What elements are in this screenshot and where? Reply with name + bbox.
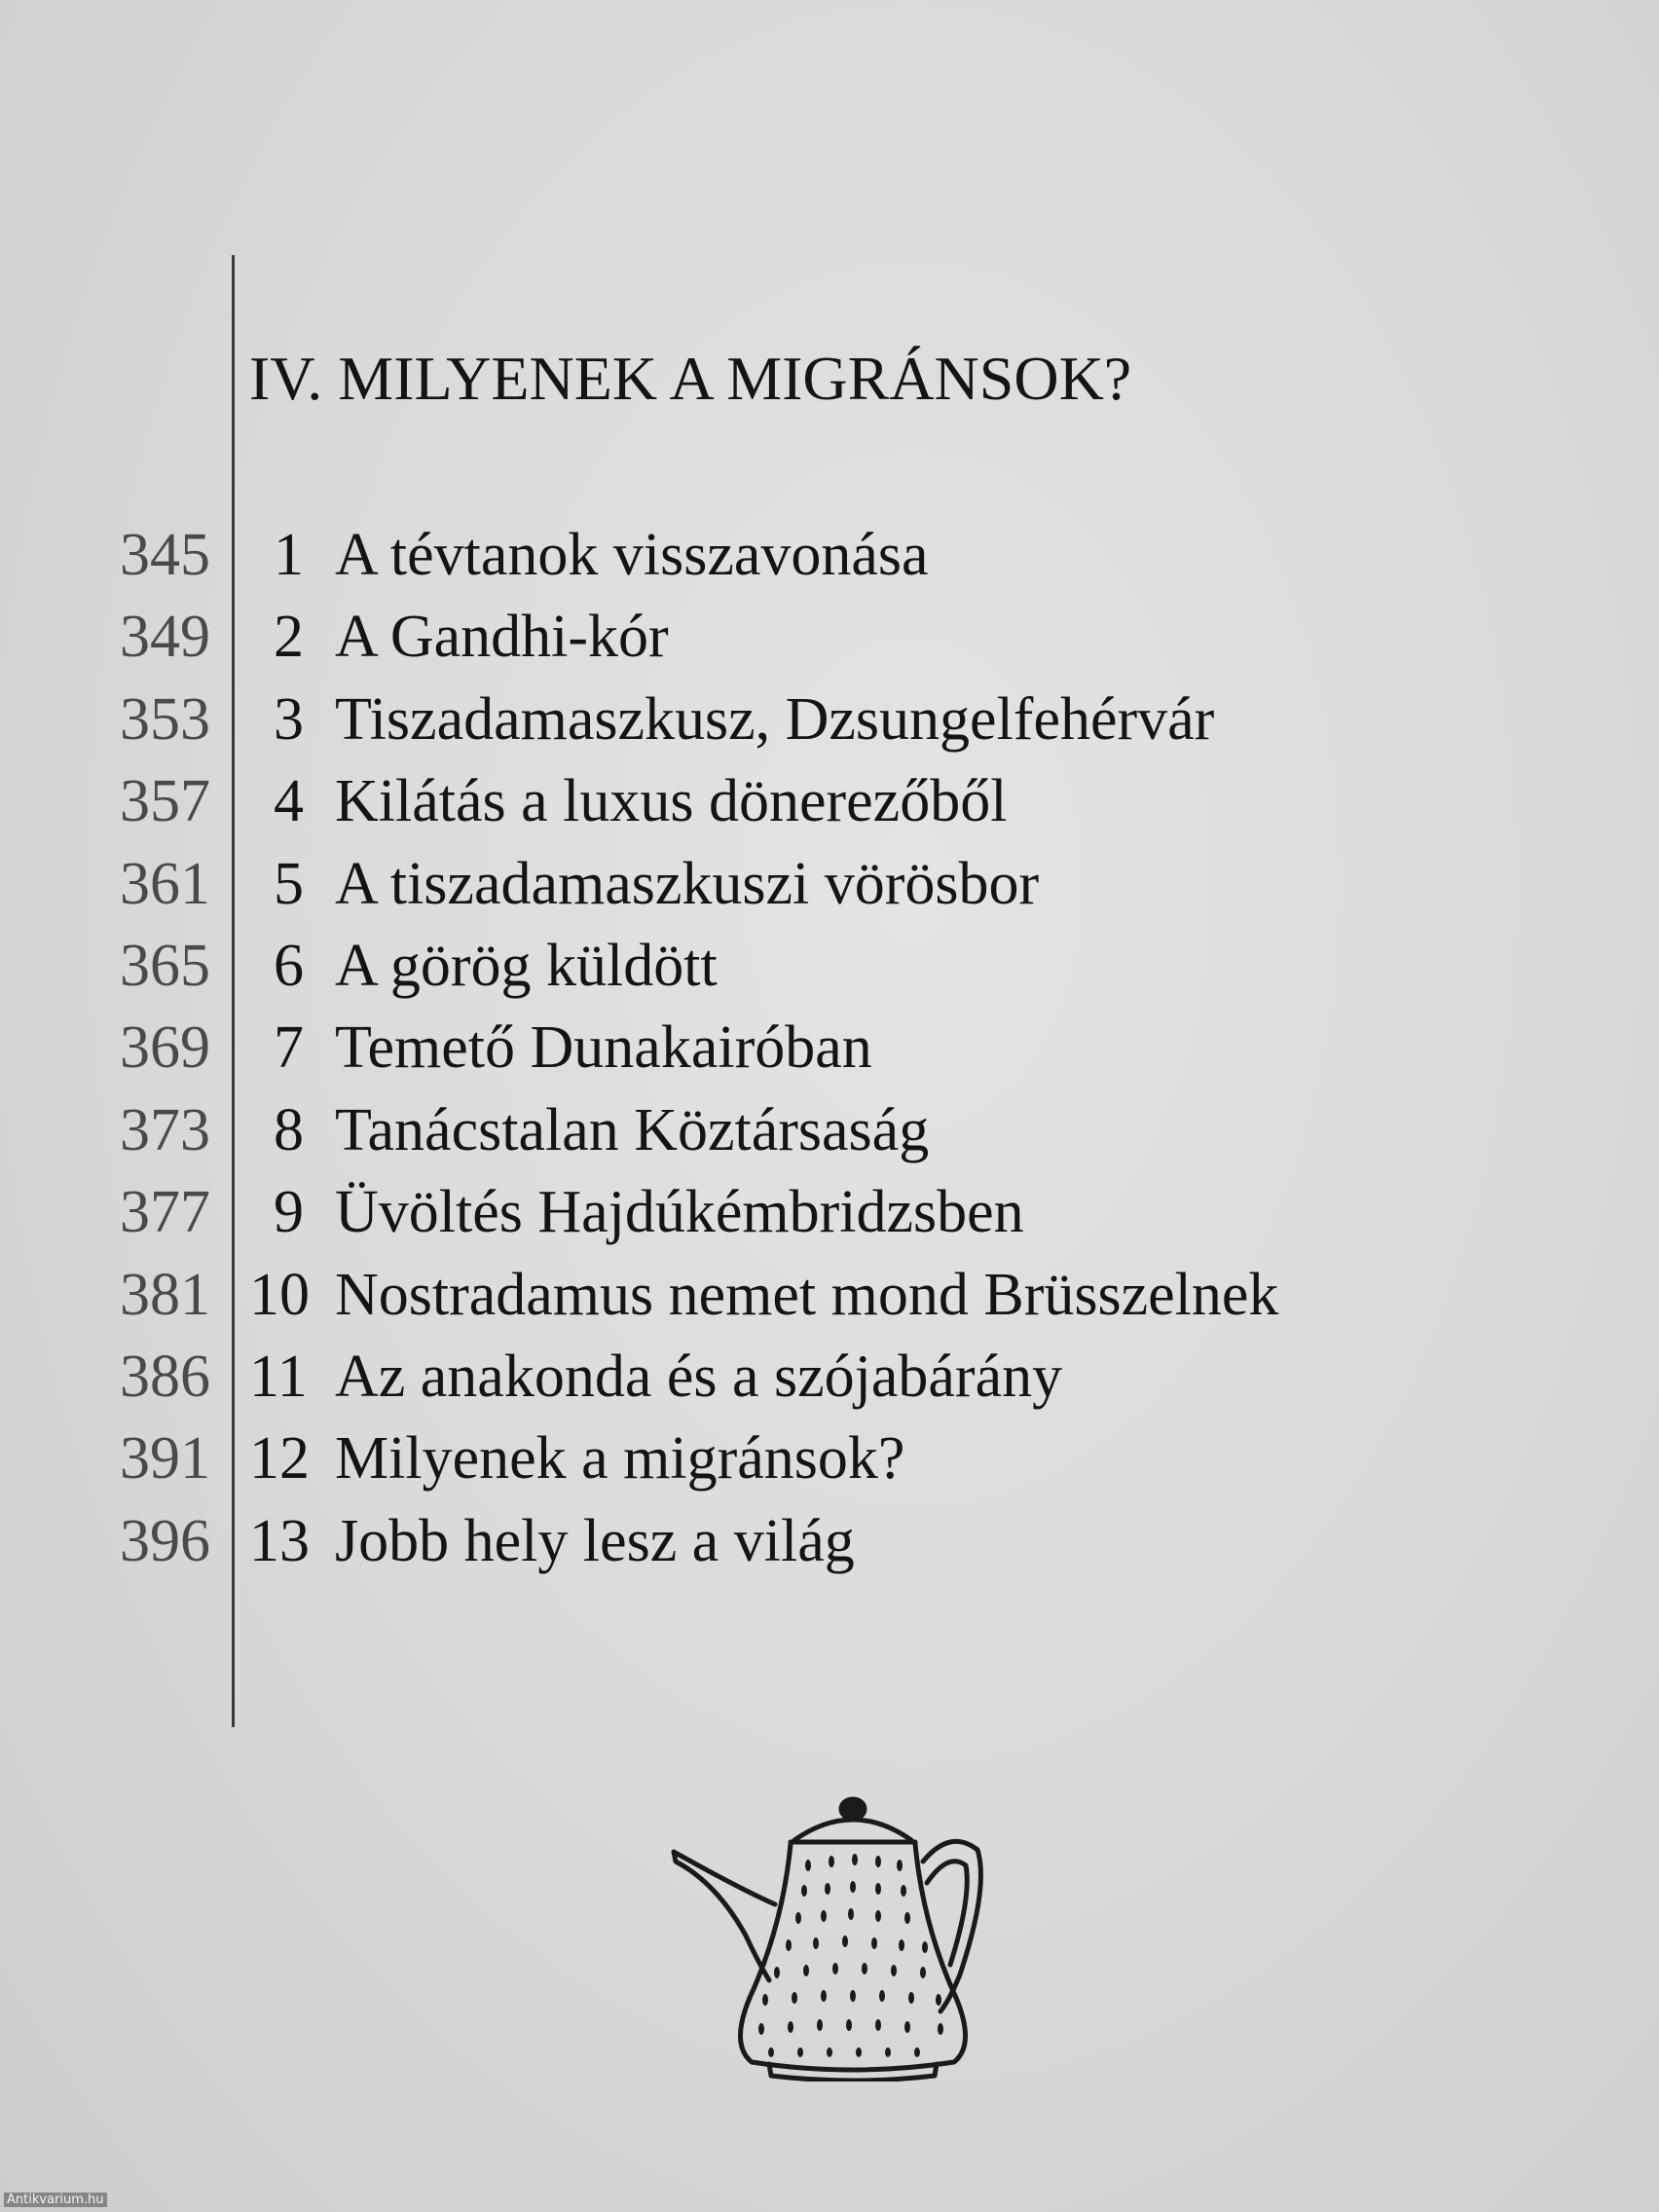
- toc-chapter-title: A tiszadamaszkuszi vörösbor: [335, 850, 1040, 917]
- toc-chapter-title: Tanácstalan Köztársaság: [335, 1096, 930, 1163]
- toc-chapter-title: Tiszadamaszkusz, Dzsungelfehérvár: [335, 685, 1215, 753]
- toc-chapter-number: 4: [274, 768, 304, 835]
- toc-entry: [0, 760, 1659, 842]
- toc-chapter-title: Az anakonda és a szójabárány: [335, 1343, 1063, 1410]
- toc-chapter-number: 5: [274, 850, 304, 917]
- watermark: Antikvarium.hu: [4, 2193, 107, 2207]
- toc-entry: [0, 1500, 1659, 1582]
- toc-page-number: 396: [120, 1507, 210, 1574]
- toc-entry: [0, 1171, 1659, 1253]
- toc-chapter-title: Nostradamus nemet mond Brüsszelnek: [335, 1261, 1279, 1328]
- toc-entry: [0, 1336, 1659, 1418]
- toc-entry: [0, 1089, 1659, 1171]
- toc-page-number: 381: [120, 1261, 210, 1328]
- toc-page-number: 361: [120, 850, 210, 917]
- toc-entry: [0, 679, 1659, 760]
- toc-entry: [0, 1254, 1659, 1336]
- toc-chapter-title: A Gandhi-kór: [335, 604, 669, 671]
- toc-page-number: 353: [120, 685, 210, 753]
- teapot-icon: [668, 1789, 999, 2082]
- toc-entry: [0, 1418, 1659, 1499]
- toc-chapter-title: Temető Dunakairóban: [335, 1014, 872, 1082]
- toc-page-number: 391: [120, 1425, 210, 1493]
- toc-chapter-number: 13: [249, 1507, 310, 1574]
- toc-chapter-title: A tévtanok visszavonása: [335, 522, 929, 588]
- toc-chapter-number: 9: [274, 1179, 304, 1246]
- toc-chapter-title: Jobb hely lesz a világ: [335, 1507, 855, 1574]
- toc-chapter-number: 6: [274, 932, 304, 999]
- toc-page-number: 365: [120, 932, 210, 999]
- toc-page-number: 345: [120, 522, 210, 588]
- toc-entry: [0, 1007, 1659, 1088]
- toc-chapter-number: 3: [274, 685, 304, 753]
- toc-entry: [0, 514, 1659, 596]
- section-title: IV. MILYENEK A MIGRÁNSOK?: [249, 344, 1132, 413]
- toc-chapter-title: Kilátás a luxus dönerezőből: [335, 768, 1008, 835]
- toc-chapter-number: 2: [274, 604, 304, 671]
- toc-chapter-title: A görög küldött: [335, 932, 718, 999]
- table-of-contents: [0, 514, 1659, 1582]
- toc-chapter-number: 11: [249, 1343, 308, 1410]
- toc-chapter-number: 1: [274, 522, 304, 588]
- toc-chapter-number: 8: [274, 1096, 304, 1163]
- toc-chapter-title: Milyenek a migránsok?: [335, 1425, 905, 1493]
- toc-chapter-number: 12: [249, 1425, 310, 1493]
- toc-page-number: 373: [120, 1096, 210, 1163]
- toc-page-number: 349: [120, 604, 210, 671]
- toc-page-number: 369: [120, 1014, 210, 1082]
- toc-page-number: 386: [120, 1343, 210, 1410]
- toc-chapter-title: Üvöltés Hajdúkémbridzsben: [335, 1179, 1024, 1246]
- toc-page-number: 357: [120, 768, 210, 835]
- toc-entry: [0, 925, 1659, 1007]
- toc-page-number: 377: [120, 1179, 210, 1246]
- toc-chapter-number: 10: [249, 1261, 310, 1328]
- toc-entry: [0, 596, 1659, 678]
- toc-entry: [0, 843, 1659, 925]
- toc-chapter-number: 7: [274, 1014, 304, 1082]
